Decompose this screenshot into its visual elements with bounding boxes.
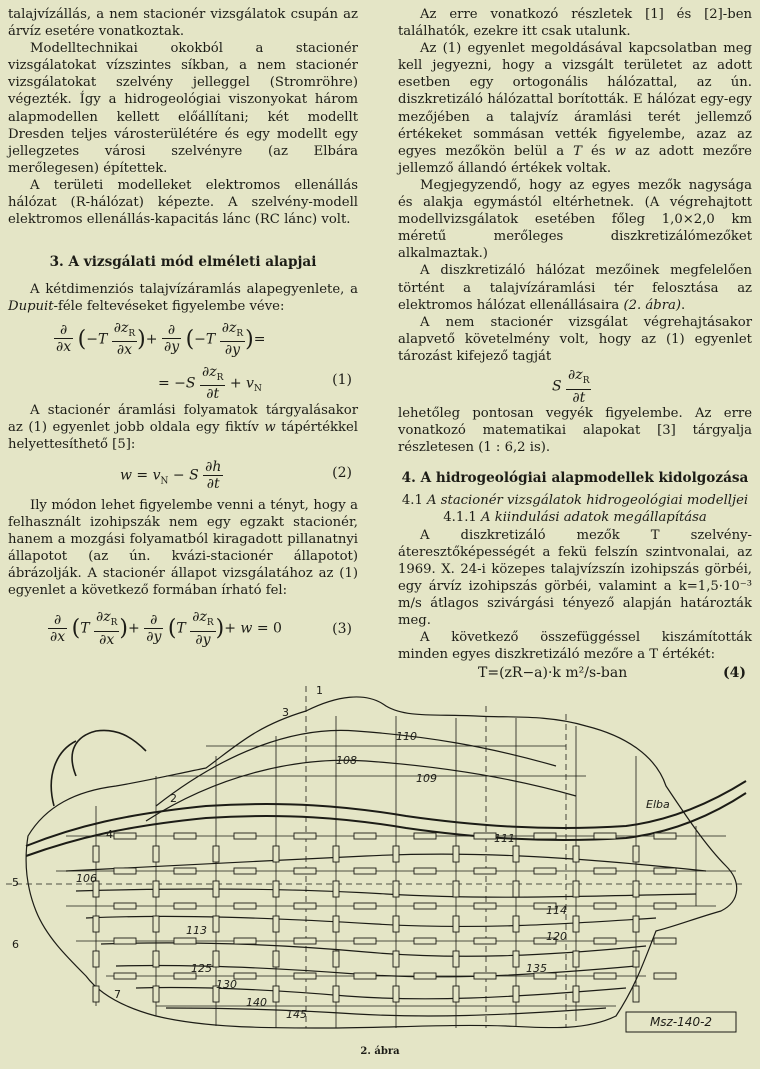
resistor-symbol — [234, 938, 256, 944]
section-number: 4 — [106, 828, 113, 841]
resistor-symbol — [93, 986, 99, 1002]
resistor-symbol — [393, 986, 399, 1002]
resistor-symbol — [333, 846, 339, 862]
section-number: 7 — [114, 988, 121, 1001]
subsection-heading-4-1: 4.1 A stacionér vizsgálatok hidrogeológiai modelljei — [401, 493, 749, 509]
paragraph: talajvízállás, a nem stacionér vizsgálatok csupán az árvíz esetére vonatkoztak. — [8, 7, 358, 40]
resistor-symbol — [174, 868, 196, 874]
contour-label: 120 — [546, 930, 567, 943]
resistor-symbol — [654, 833, 676, 839]
resistor-symbol — [393, 881, 399, 897]
contour-label: 135 — [526, 962, 547, 975]
resistor-symbol — [93, 951, 99, 967]
resistor-symbol — [594, 973, 616, 979]
equation-1-line-1: $\frac{\partial}{\partial x}$ (−T $\frac{\partial z_R}{\partial x}$ )+ $\frac{\partial}{\partial y}$ (−T $\frac{\partial z_R}{\partial y}$ )= — [56, 319, 266, 359]
resistor-symbol — [354, 938, 376, 944]
resistor-symbol — [594, 903, 616, 909]
resistor-symbol — [213, 846, 219, 862]
subsection-heading-4-1-1: 4.1.1 A kiindulási adatok megállapítása — [443, 510, 707, 526]
equation-1-line-2: = −S $\frac{\partial z_R}{\partial t}$ + $v_N$ (1) — [158, 363, 352, 403]
section-number: 1 — [316, 684, 323, 697]
paragraph: A diszkretizáló hálózat mezőinek megfelelően történt a talajvízáramlási tér felosztása az elektromos hálózat ellenállásaira (2. ábra). — [398, 263, 752, 313]
paragraph: lehetőleg pontosan vegyék figyelembe. Az erre vonatkozó matematikai alapokat [3] tárgyalja részletesen (1 : 6,2 is). — [398, 405, 752, 456]
equation-number: (1) — [332, 371, 352, 388]
resistor-symbol — [234, 833, 256, 839]
right-column — [398, 6, 752, 685]
resistor-symbol — [513, 846, 519, 862]
contour-label: 125 — [191, 962, 212, 975]
resistor-symbol — [654, 938, 676, 944]
section-number: 5 — [12, 876, 19, 889]
paragraph: A területi modelleket elektromos ellenállás hálózat (R-hálózat) képezte. A szelvény-modell elektromos ellenállás-kapacitás lánc (RC lánc) volt. — [8, 177, 358, 228]
figure-caption: 2. ábra — [360, 1046, 400, 1057]
resistor-symbol — [513, 881, 519, 897]
resistor-symbol — [393, 916, 399, 932]
paragraph: A nem stacionér vizsgálat végrehajtásakor alapvető követelmény volt, hogy az (1) egyenlet tározást kifejező tagját — [398, 314, 752, 364]
resistor-symbol — [153, 951, 159, 967]
resistor-symbol — [294, 833, 316, 839]
resistor-symbol — [453, 986, 459, 1002]
contour-label: 145 — [286, 1008, 307, 1021]
resistor-symbol — [354, 868, 376, 874]
resistor-symbol — [114, 833, 136, 839]
resistor-symbol — [93, 916, 99, 932]
section-number: 6 — [12, 938, 19, 951]
resistor-symbol — [294, 938, 316, 944]
paragraph: A következő összefüggéssel kiszámították minden egyes diszkretizáló mezőre a T értékét: — [398, 630, 752, 663]
resistor-symbol — [633, 881, 639, 897]
resistor-symbol — [414, 938, 436, 944]
section-heading-3: 3. A vizsgálati mód elméleti alapjai — [49, 254, 317, 271]
resistor-symbol — [273, 986, 279, 1002]
contour-label: 113 — [186, 924, 207, 937]
resistor-symbol — [333, 986, 339, 1002]
paragraph: Az erre vonatkozó részletek [1] és [2]-ben találhatók, ezekre itt csak utalunk. — [398, 7, 752, 40]
resistor-symbol — [513, 951, 519, 967]
resistor-symbol — [474, 833, 496, 839]
equation-number: (2) — [332, 464, 352, 481]
paragraph: A diszkretizáló mezők T szelvény-áteresztőképességét a fekü felszín szintvonalai, az 1969. X. 24-i közepes talajvízszín izohipszás görbéi, egy árvíz izohipszás görbéi, valamint a k=1,5·10⁻³ m/s átlagos szivárgási tényező alapján határozták meg. — [398, 527, 752, 628]
resistor-symbol — [333, 951, 339, 967]
resistor-symbol — [273, 846, 279, 862]
section-number: 2 — [170, 792, 177, 805]
resistor-symbol — [213, 916, 219, 932]
left-column — [8, 6, 358, 649]
paragraph: A kétdimenziós talajvízáramlás alapegyenlete, a Dupuit-féle feltevéseket figyelembe véve: — [8, 282, 358, 315]
storage-term: S $\frac{\partial z_R}{\partial t}$ — [552, 366, 590, 406]
resistor-symbol — [273, 951, 279, 967]
resistor-symbol — [453, 916, 459, 932]
resistor-symbol — [633, 846, 639, 862]
resistor-symbol — [633, 916, 639, 932]
resistor-symbol — [414, 903, 436, 909]
contour-label: 110 — [396, 730, 417, 743]
equation-4: T=(zR−a)·k m²/s-ban (4) — [478, 665, 746, 682]
contour-label: 130 — [216, 978, 237, 991]
contour-label: 111 — [494, 832, 515, 845]
resistor-symbol — [114, 938, 136, 944]
resistor-symbol — [174, 903, 196, 909]
resistor-symbol — [573, 951, 579, 967]
resistor-symbol — [234, 868, 256, 874]
resistor-symbol — [453, 881, 459, 897]
paragraph: Az (1) egyenlet megoldásával kapcsolatban meg kell jegyezni, hogy a vizsgált területet az adott esetben egy ortogonális hálózattal, az ún. diszkretizáló hálózattal borították. E hálózat egy-egy mezőjében a talajvíz áramlási terét jellemző értékeket sommásan vették figyelembe, azaz az egyes mezőkön belül a T és w az adott mezőre jellemző állandó értékek voltak. — [398, 41, 752, 176]
resistor-symbol — [654, 973, 676, 979]
equation-2: $w = v_N - S$ $\frac{\partial h}{\partial t}$ (2) — [120, 458, 352, 492]
resistor-symbol — [534, 833, 556, 839]
resistor-symbol — [153, 881, 159, 897]
resistor-symbol — [213, 951, 219, 967]
equation-3: $\frac{\partial}{\partial x}$ (T $\frac{\partial z_R}{\partial x}$ )+ $\frac{\partial}{\partial y}$ (T $\frac{\partial z_R}{\partial y}$ )+ w = 0 (3) — [50, 609, 352, 649]
resistor-symbol — [414, 833, 436, 839]
section-number: 3 — [282, 706, 289, 719]
resistor-symbol — [594, 833, 616, 839]
resistor-symbol — [573, 986, 579, 1002]
resistor-symbol — [114, 973, 136, 979]
resistor-symbol — [594, 938, 616, 944]
paragraph: Megjegyzendő, hogy az egyes mezők nagysága és alakja egymástól eltérhetnek. (A végrehajtott modellvizsgálatok esetében főleg 1,0×2,0 km méretű merőleges diszkretizálómezőket alkalmaztak.) — [398, 177, 752, 262]
contour-label: 108 — [336, 754, 357, 767]
resistor-symbol — [573, 881, 579, 897]
resistor-symbol — [573, 916, 579, 932]
discretization-network-figure — [6, 656, 754, 1040]
paragraph: A stacionér áramlási folyamatok tárgyalásakor az (1) egyenlet jobb oldala egy fiktív w tápértékkel helyettesíthető [5]: — [8, 402, 358, 452]
resistor-symbol — [93, 846, 99, 862]
contour-label: 140 — [246, 996, 267, 1009]
resistor-symbol — [354, 833, 376, 839]
resistor-symbol — [294, 868, 316, 874]
contour-label: 109 — [416, 772, 437, 785]
resistor-symbol — [153, 846, 159, 862]
resistor-symbol — [294, 973, 316, 979]
resistor-symbol — [414, 973, 436, 979]
resistor-symbol — [654, 868, 676, 874]
resistor-symbol — [474, 903, 496, 909]
resistor-symbol — [474, 938, 496, 944]
resistor-symbol — [273, 916, 279, 932]
river-label: Elba — [646, 798, 670, 811]
resistor-symbol — [234, 903, 256, 909]
resistor-symbol — [273, 881, 279, 897]
figure-stamp: Msz-140-2 — [649, 1015, 713, 1029]
equation-number: (3) — [332, 621, 352, 638]
resistor-symbol — [114, 903, 136, 909]
resistor-symbol — [354, 903, 376, 909]
section-heading-4: 4. A hidrogeológiai alapmodellek kidolgozása — [401, 470, 749, 487]
resistor-symbol — [534, 868, 556, 874]
resistor-symbol — [213, 881, 219, 897]
resistor-symbol — [513, 986, 519, 1002]
resistor-symbol — [174, 833, 196, 839]
resistor-symbol — [174, 938, 196, 944]
contour-label: 106 — [76, 872, 97, 885]
resistor-symbol — [633, 951, 639, 967]
resistor-symbol — [633, 986, 639, 1002]
contour-label: 114 — [546, 904, 567, 917]
resistor-symbol — [594, 868, 616, 874]
resistor-symbol — [234, 973, 256, 979]
resistor-symbol — [153, 916, 159, 932]
paragraph: Ily módon lehet figyelembe venni a tényt, hogy a felhasznált izohipszák nem egy egzakt stacionér, hanem a mozgási folyamatból kiragadott pillanatnyi állapotot (az ún. kvázi-stacionér állapotot) ábrázolják. A stacionér állapot vizsgálatához az (1) egyenlet a következő formában írható fel: — [8, 497, 358, 599]
paragraph: Modelltechnikai okokból a stacionér vizsgálatokat vízszintes síkban, a nem stacionér vizsgálatokat szelvény jelleggel (Stromröhre) végezték. Így a hidrogeológiai viszonyokat három alapmodellen kellett előállítani; két modellt Dresden teljes városterülétére és egy modellt egy jellegzetes városi szelvényre (az Elbára merőlegesen) építettek. — [8, 41, 358, 176]
resistor-symbol — [453, 846, 459, 862]
resistor-symbol — [393, 951, 399, 967]
resistor-symbol — [474, 868, 496, 874]
resistor-symbol — [333, 881, 339, 897]
resistor-symbol — [414, 868, 436, 874]
resistor-symbol — [453, 951, 459, 967]
resistor-symbol — [294, 903, 316, 909]
resistor-symbol — [114, 868, 136, 874]
resistor-symbol — [393, 846, 399, 862]
resistor-symbol — [474, 973, 496, 979]
resistor-symbol — [333, 916, 339, 932]
resistor-symbol — [153, 986, 159, 1002]
resistor-symbol — [513, 916, 519, 932]
resistor-symbol — [354, 973, 376, 979]
resistor-symbol — [654, 903, 676, 909]
equation-number: (4) — [723, 665, 746, 682]
resistor-symbol — [573, 846, 579, 862]
